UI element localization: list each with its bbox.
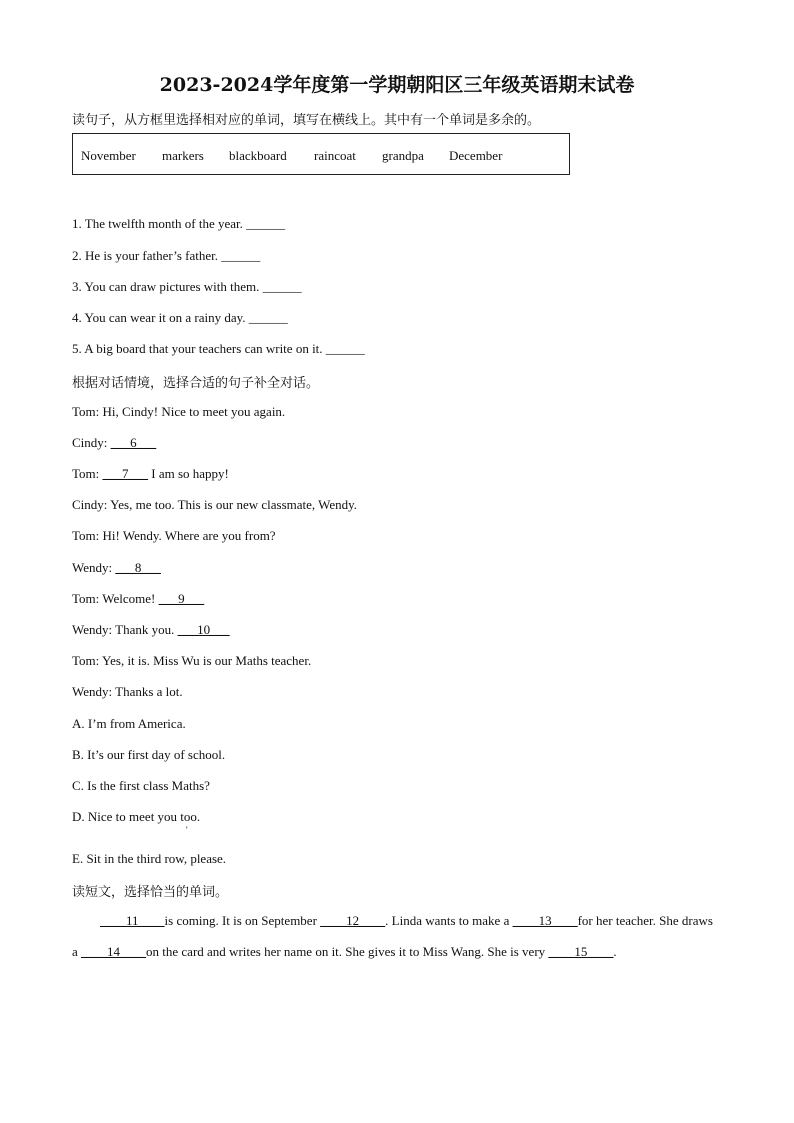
passage-text: .: [613, 944, 617, 959]
option-b: B. It’s our first day of school.: [72, 747, 226, 762]
passage-text: on the card and writes her name on it. She gives it to Miss Wang. She is very: [146, 944, 549, 959]
dialogue-line-1: Tom: Hi, Cindy! Nice to meet you again.: [72, 404, 286, 419]
question-5: 5. A big board that your teachers can write on it. ______: [72, 341, 365, 356]
passage-text: is coming. It is on September: [164, 913, 321, 928]
dialogue-line-8: [72, 622, 230, 638]
question-3: 3. You can draw pictures with them. ______: [72, 279, 302, 294]
question-2: 2. He is your father’s father. ______: [72, 248, 261, 263]
speaker-label: Wendy: Thank you.: [72, 622, 178, 637]
option-c: C. Is the first class Maths?: [72, 778, 210, 793]
speaker-label: Cindy:: [72, 435, 111, 450]
question-1: 1. The twelfth month of the year. ______: [72, 216, 286, 231]
blank-8: ___8___: [115, 560, 161, 575]
blank-14: ____14____: [81, 944, 147, 959]
word-bank-item: grandpa: [382, 148, 424, 163]
word-bank-item: blackboard: [229, 148, 287, 163]
speaker-label: Tom:: [72, 466, 103, 481]
word-bank-item: markers: [162, 148, 204, 163]
speaker-label: Wendy:: [72, 560, 116, 575]
blank-9: ___9___: [158, 591, 205, 606]
blank-6: ___6___: [110, 435, 157, 450]
word-bank: [72, 133, 570, 175]
blank-11: ____11____: [100, 913, 165, 928]
question-4: 4. You can wear it on a rainy day. ______: [72, 310, 288, 325]
stray-mark: ': [186, 825, 188, 835]
dialogue-line-9: Tom: Yes, it is. Miss Wu is our Maths teacher.: [72, 653, 312, 668]
blank-15: ____15____: [548, 944, 614, 959]
dialogue-line-4: Cindy: Yes, me too. This is our new classmate, Wendy.: [72, 497, 358, 512]
section1-instruction: 读句子，从方框里选择相对应的单词，填写在横线上。其中有一个单词是多余的。: [72, 113, 541, 128]
section3-instruction: 读短文，选择恰当的单词。: [72, 885, 229, 900]
dialogue-line-5: Tom: Hi! Wendy. Where are you from?: [72, 528, 276, 543]
passage-text: for her teacher. She draws: [577, 913, 713, 928]
passage-text: . Linda wants to make a: [385, 913, 513, 928]
word-bank-item: November: [81, 148, 136, 163]
blank-7: ___7___: [102, 466, 149, 481]
dialogue-line-10: Wendy: Thanks a lot.: [72, 684, 183, 699]
page-title: 2023-2024学年度第一学期朝阳区三年级英语期末试卷: [159, 74, 635, 96]
word-bank-item: December: [449, 148, 503, 163]
dialogue-text: I am so happy!: [148, 466, 229, 481]
dialogue-line-7: [72, 591, 204, 607]
section2-instruction: 根据对话情境，选择合适的句子补全对话。: [72, 376, 320, 391]
blank-13: ____13____: [512, 913, 578, 928]
passage-line-1: [100, 913, 713, 929]
passage-line-2: [72, 944, 617, 960]
option-d: D. Nice to meet you too.: [72, 809, 201, 824]
passage-text: a: [72, 944, 82, 959]
speaker-label: Tom: Welcome!: [72, 591, 159, 606]
word-bank-item: raincoat: [314, 148, 356, 163]
dialogue-line-2: [72, 435, 156, 451]
option-a: A. I’m from America.: [72, 716, 186, 731]
blank-10: ___10___: [177, 622, 230, 637]
option-e: E. Sit in the third row, please.: [72, 851, 227, 866]
blank-12: ____12____: [320, 913, 386, 928]
dialogue-line-6: [72, 560, 161, 576]
dialogue-line-3: [72, 466, 229, 482]
